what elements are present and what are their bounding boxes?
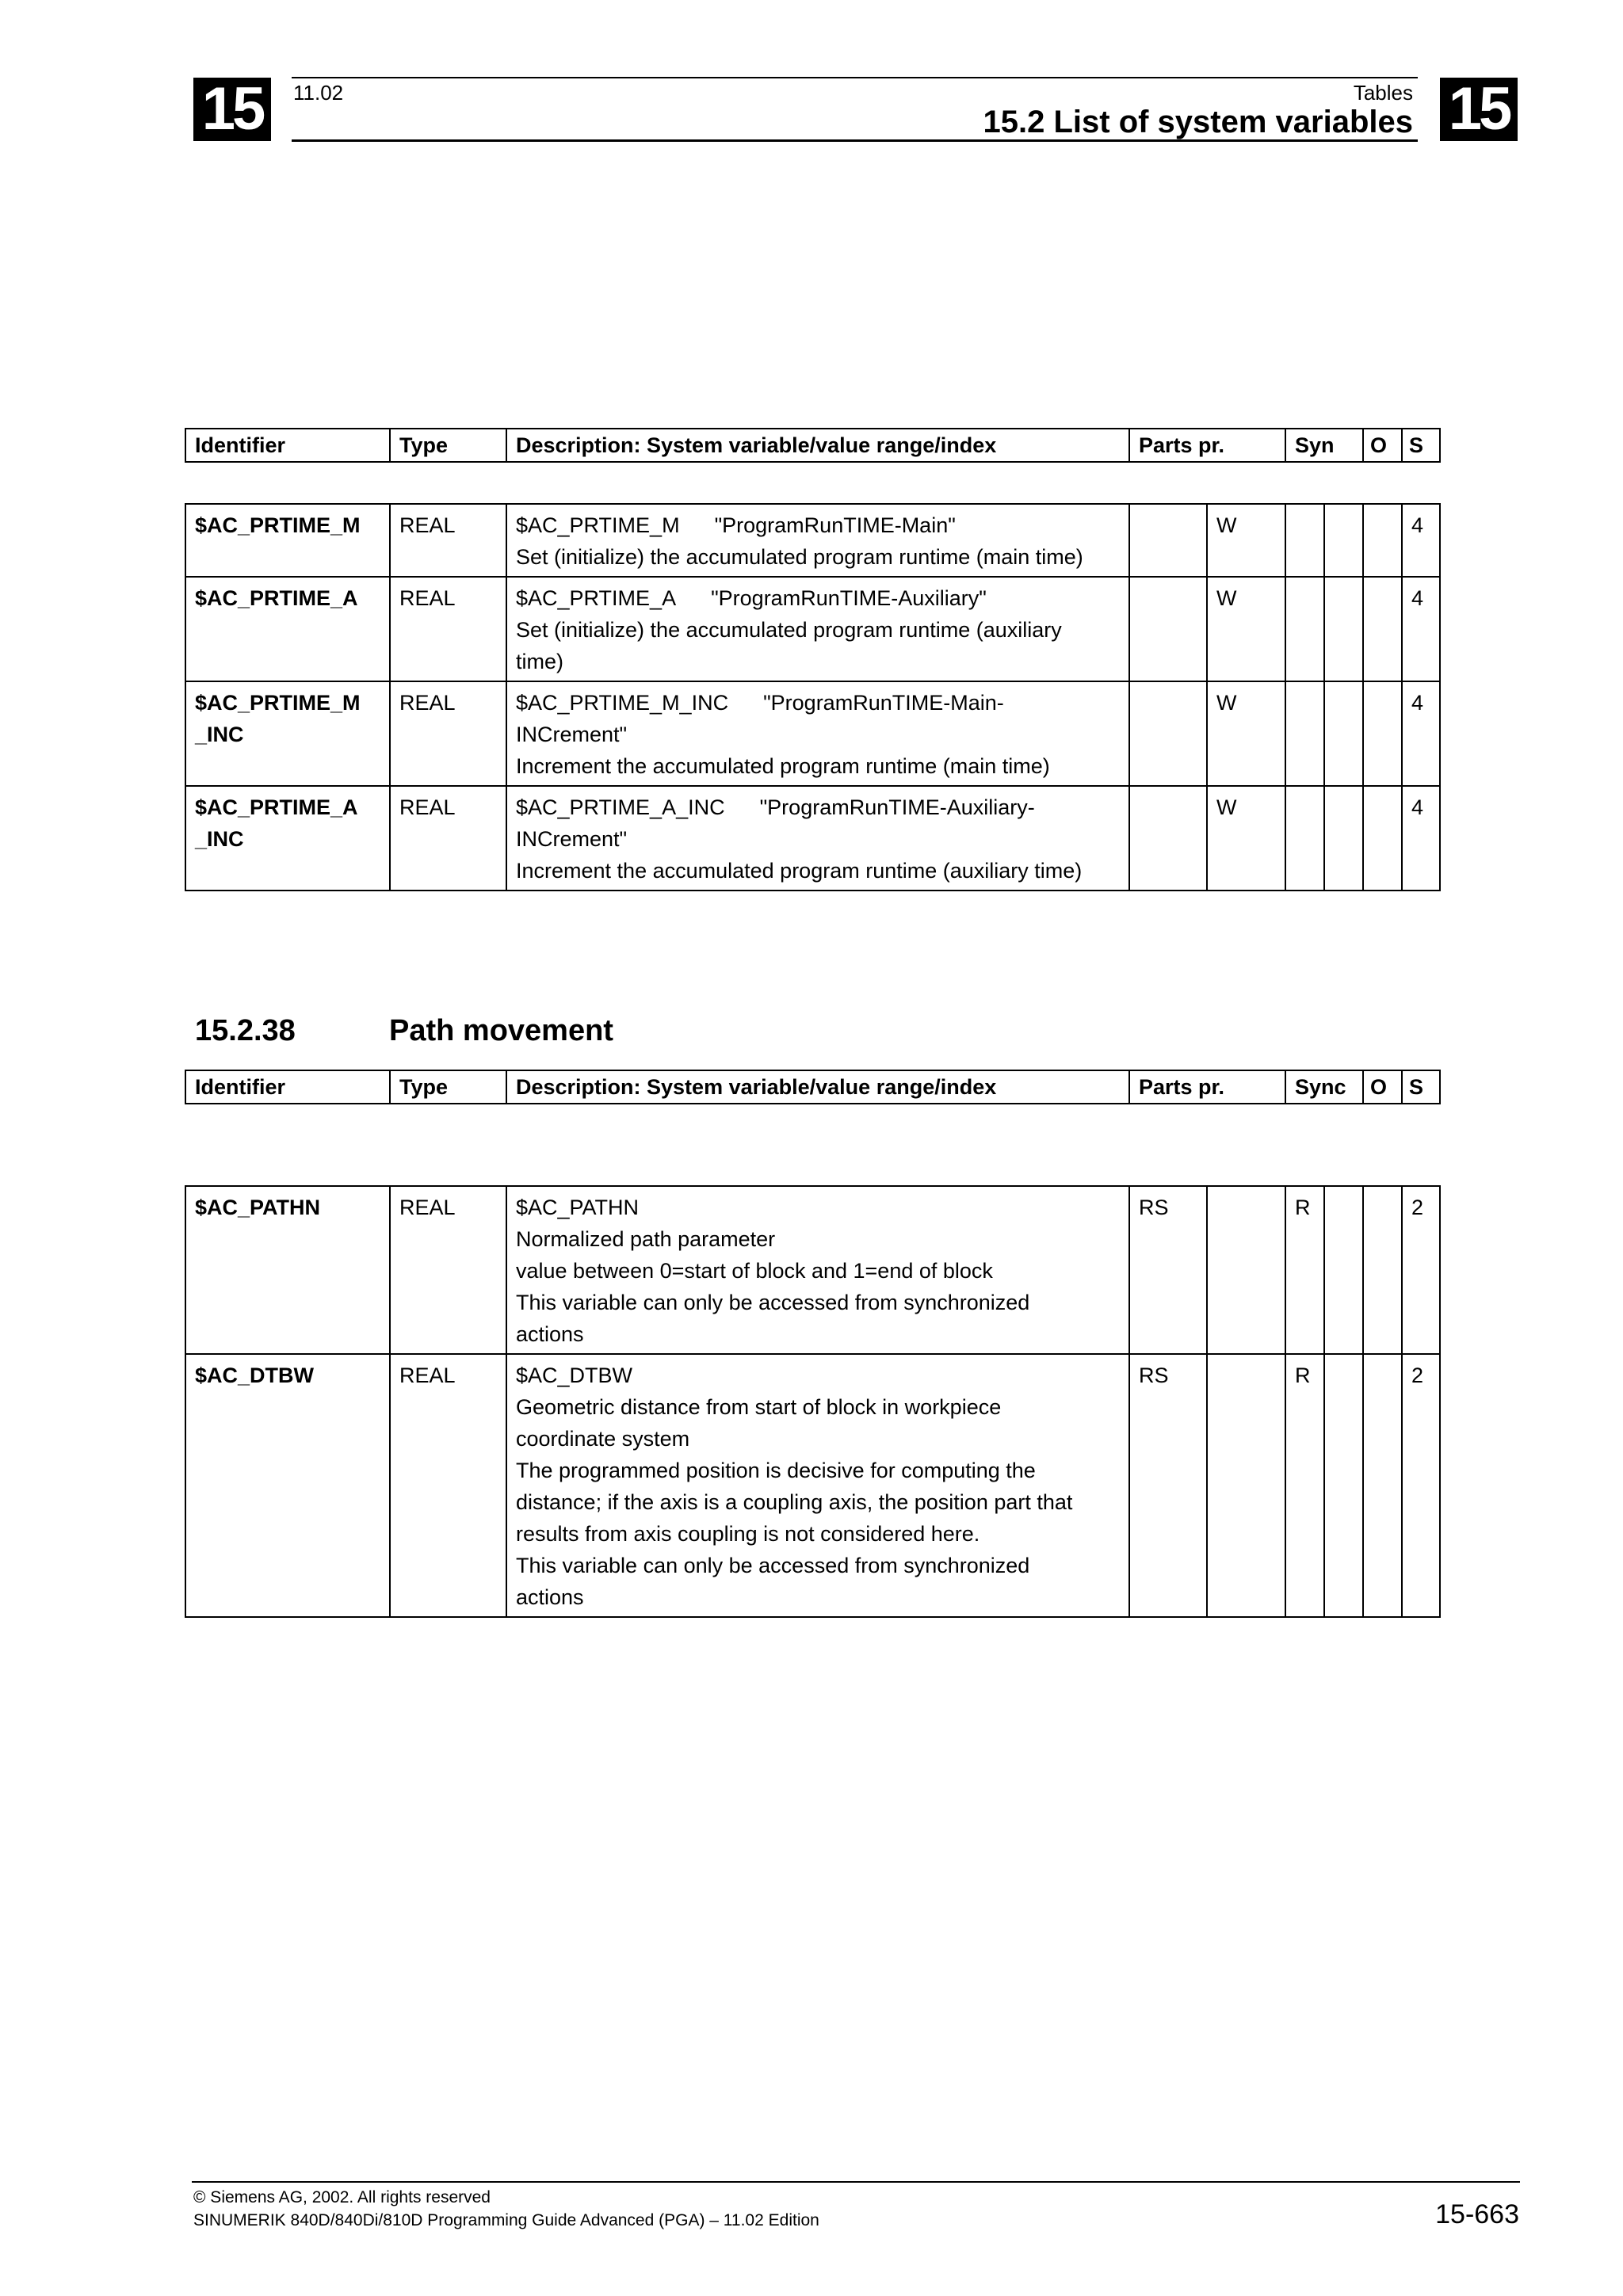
cell-sync-b [1324, 1354, 1363, 1617]
header-description: Description: System variable/value range/index [506, 1070, 1129, 1104]
cell-description [506, 504, 1129, 577]
header-o: O [1363, 1070, 1402, 1104]
cell-sync-a [1285, 504, 1324, 577]
description-line: actions [516, 1322, 584, 1346]
cell-sync-a: R [1285, 1354, 1324, 1617]
cell-o [1363, 504, 1402, 577]
header-sync: Sync [1285, 1070, 1363, 1104]
description-line: time) [516, 650, 563, 673]
cell-sync-a [1285, 786, 1324, 891]
cell-description [506, 1186, 1129, 1354]
cell-s: 4 [1402, 786, 1440, 891]
description-line: This variable can only be accessed from synchronized [516, 1554, 1030, 1577]
header-description: Description: System variable/value range/index [506, 429, 1129, 462]
cell-identifier: $AC_PRTIME_A [185, 577, 390, 681]
cell-o [1363, 786, 1402, 891]
table2-header [185, 1070, 1441, 1104]
cell-parts-b: W [1207, 786, 1285, 891]
table-header-row [185, 1070, 1440, 1104]
cell-type: REAL [390, 786, 506, 891]
footer-page-number: 15-663 [1435, 2199, 1519, 2229]
table1-body [185, 503, 1441, 891]
header-s: S [1402, 429, 1440, 462]
cell-identifier: $AC_PRTIME_A _INC [185, 786, 390, 891]
header-sync: Syn [1285, 429, 1363, 462]
cell-identifier: $AC_PRTIME_M _INC [185, 681, 390, 786]
cell-sync-b [1324, 786, 1363, 891]
cell-s: 4 [1402, 577, 1440, 681]
cell-parts-a: RS [1129, 1354, 1207, 1617]
header-identifier: Identifier [185, 1070, 390, 1104]
description-line: This variable can only be accessed from synchronized [516, 1291, 1030, 1314]
footer-copyright: © Siemens AG, 2002. All rights reserved [193, 2188, 491, 2206]
header-identifier: Identifier [185, 429, 390, 462]
description-line: $AC_DTBW [516, 1363, 633, 1387]
cell-description [506, 1354, 1129, 1617]
cell-type: REAL [390, 1186, 506, 1354]
description-head [516, 582, 1121, 614]
description-head [516, 687, 1121, 719]
header-s: S [1402, 1070, 1440, 1104]
cell-type: REAL [390, 1354, 506, 1617]
table-row [185, 504, 1440, 577]
chapter-badge-right: 15 [1440, 78, 1518, 141]
description-line: Increment the accumulated program runtime (main time) [516, 754, 1050, 778]
cell-sync-a: R [1285, 1186, 1324, 1354]
section-name: Path movement [389, 1014, 613, 1047]
cell-parts-a [1129, 786, 1207, 891]
cell-identifier: $AC_PRTIME_M [185, 504, 390, 577]
cell-type: REAL [390, 504, 506, 577]
description-line: The programmed position is decisive for computing the [516, 1459, 1036, 1482]
description-line: actions [516, 1585, 584, 1609]
chapter-badge-left: 15 [193, 78, 271, 141]
cell-parts-a [1129, 504, 1207, 577]
description-name: "ProgramRunTIME-Auxiliary" [711, 586, 987, 610]
cell-description [506, 577, 1129, 681]
cell-s: 4 [1402, 681, 1440, 786]
table-row [185, 577, 1440, 681]
footer-rule [192, 2181, 1520, 2183]
table-row [185, 786, 1440, 891]
table-header-row [185, 429, 1440, 462]
description-line: Normalized path parameter [516, 1227, 776, 1251]
cell-identifier: $AC_DTBW [185, 1354, 390, 1617]
header-parts: Parts pr. [1129, 1070, 1285, 1104]
header-section-title: 15.2 List of system variables [983, 105, 1413, 139]
description-line: Increment the accumulated program runtime (auxiliary time) [516, 859, 1083, 883]
cell-s: 2 [1402, 1186, 1440, 1354]
cell-sync-b [1324, 577, 1363, 681]
cell-description [506, 786, 1129, 891]
cell-sync-b [1324, 681, 1363, 786]
description-head [516, 791, 1121, 823]
cell-sync-b [1324, 504, 1363, 577]
table-row [185, 1354, 1440, 1617]
table-row [185, 1186, 1440, 1354]
description-name: "ProgramRunTIME-Auxiliary- [759, 795, 1035, 819]
header-date: 11.02 [293, 81, 344, 105]
cell-parts-b: W [1207, 577, 1285, 681]
header-o: O [1363, 429, 1402, 462]
cell-parts-b [1207, 1354, 1285, 1617]
cell-o [1363, 577, 1402, 681]
cell-s: 4 [1402, 504, 1440, 577]
section-number: 15.2.38 [195, 1014, 296, 1047]
description-line: Geometric distance from start of block in workpiece [516, 1395, 1002, 1419]
description-line: $AC_PATHN [516, 1196, 640, 1219]
cell-o [1363, 681, 1402, 786]
cell-parts-a [1129, 577, 1207, 681]
table-row [185, 681, 1440, 786]
cell-parts-b [1207, 1186, 1285, 1354]
cell-type: REAL [390, 577, 506, 681]
description-line: distance; if the axis is a coupling axis, the position part that [516, 1490, 1073, 1514]
cell-type: REAL [390, 681, 506, 786]
cell-sync-a [1285, 681, 1324, 786]
cell-s: 2 [1402, 1354, 1440, 1617]
description-line: Set (initialize) the accumulated program runtime (main time) [516, 545, 1083, 569]
cell-identifier: $AC_PATHN [185, 1186, 390, 1354]
cell-parts-a [1129, 681, 1207, 786]
description-line: INCrement" [516, 723, 628, 746]
cell-o [1363, 1354, 1402, 1617]
description-line: value between 0=start of block and 1=end of block [516, 1259, 993, 1283]
description-line: Set (initialize) the accumulated program runtime (auxiliary [516, 618, 1062, 642]
cell-parts-a: RS [1129, 1186, 1207, 1354]
header-parts: Parts pr. [1129, 429, 1285, 462]
description-line: results from axis coupling is not considered here. [516, 1522, 980, 1546]
description-line: coordinate system [516, 1427, 690, 1451]
description-variable: $AC_PRTIME_M_INC [516, 691, 729, 715]
cell-o [1363, 1186, 1402, 1354]
header-rule-bottom [292, 139, 1418, 142]
footer-guide-title: SINUMERIK 840D/840Di/810D Programming Guide Advanced (PGA) – 11.02 Edition [193, 2211, 819, 2229]
header-type: Type [390, 1070, 506, 1104]
description-variable: $AC_PRTIME_M [516, 513, 680, 537]
header-chapter-label: Tables [1353, 81, 1413, 105]
description-variable: $AC_PRTIME_A [516, 586, 677, 610]
description-line: INCrement" [516, 827, 628, 851]
table1-header [185, 428, 1441, 463]
description-head [516, 509, 1121, 541]
cell-parts-b: W [1207, 681, 1285, 786]
header-rule-top [292, 77, 1418, 78]
cell-sync-a [1285, 577, 1324, 681]
cell-sync-b [1324, 1186, 1363, 1354]
description-name: "ProgramRunTIME-Main- [763, 691, 1004, 715]
description-name: "ProgramRunTIME-Main" [714, 513, 956, 537]
header-type: Type [390, 429, 506, 462]
cell-description [506, 681, 1129, 786]
description-variable: $AC_PRTIME_A_INC [516, 795, 725, 819]
cell-parts-b: W [1207, 504, 1285, 577]
table2-body [185, 1185, 1441, 1618]
